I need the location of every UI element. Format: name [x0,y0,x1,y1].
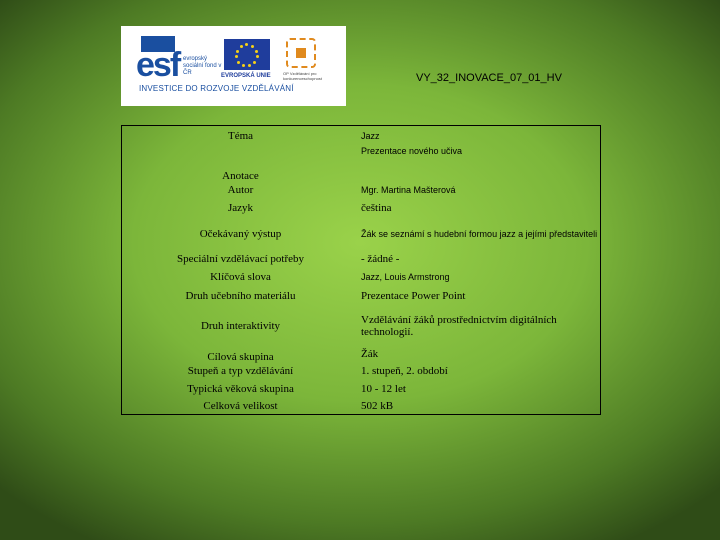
op-label: OP Vzdělávání pro konkurenceschopnost [283,71,322,81]
row-value: Jazz [361,130,380,141]
table-row [122,218,601,250]
table-row [122,363,601,380]
table-row [122,345,601,363]
esf-subtitle: evropský sociální fond v ČR [183,56,222,76]
row-value: 1. stupeň, 2. období [361,365,448,377]
esf-logo: esf [136,46,180,84]
row-label: Klíčová slova [210,271,271,283]
eu-flag-icon [224,39,270,70]
eu-label: EVROPSKÁ UNIE [221,73,271,79]
table-row [122,269,601,286]
row-label: Typická věková skupina [187,382,294,395]
row-value: Prezentace nového učiva [361,145,463,156]
row-label: Speciální vzdělávací potřeby [176,253,305,265]
table-row [122,398,601,415]
table-row [122,182,601,199]
row-value: - žádné - [361,253,400,265]
document-code: VY_32_INOVACE_07_01_HV [416,72,562,84]
row-label: Stupeň a typ vzdělávání [187,365,294,377]
row-label: Celková velikost [203,399,278,412]
table-row [122,146,601,182]
row-label: Jazyk [227,202,254,214]
row-label: Cílová skupina [207,350,274,363]
row-value: 10 - 12 let [361,382,406,395]
row-value: Prezentace Power Point [361,290,466,302]
table-row [122,380,601,398]
row-value: čeština [361,202,392,214]
table-row [122,250,601,269]
table-row [122,286,601,307]
row-label: Téma [227,129,254,142]
row-label: Očekávaný výstup [199,227,282,240]
row-value: Mgr. Martina Mašterová [361,185,456,195]
metadata-table [121,125,601,415]
row-label: Autor [227,184,254,196]
op-logo-icon [286,38,316,68]
table-row [122,199,601,218]
table-row [122,307,601,345]
row-value: Jazz, Louis Armstrong [361,272,450,282]
row-label: Druh interaktivity [200,319,281,332]
row-label: Anotace [222,169,259,182]
row-value: Vzdělávání žáků prostřednictvím digitálních technologií. [361,313,557,338]
logo-banner [121,26,346,106]
table-row [122,126,601,146]
row-value: 502 kB [361,399,394,412]
investice-slogan: INVESTICE DO ROZVOJE VZDĚLÁVÁNÍ [139,84,294,93]
row-label: Druh učebního materiálu [185,290,296,302]
row-value: Žák se seznámí s hudební formou jazz a jejími představiteli [361,228,598,239]
row-value: Žák [361,347,379,360]
